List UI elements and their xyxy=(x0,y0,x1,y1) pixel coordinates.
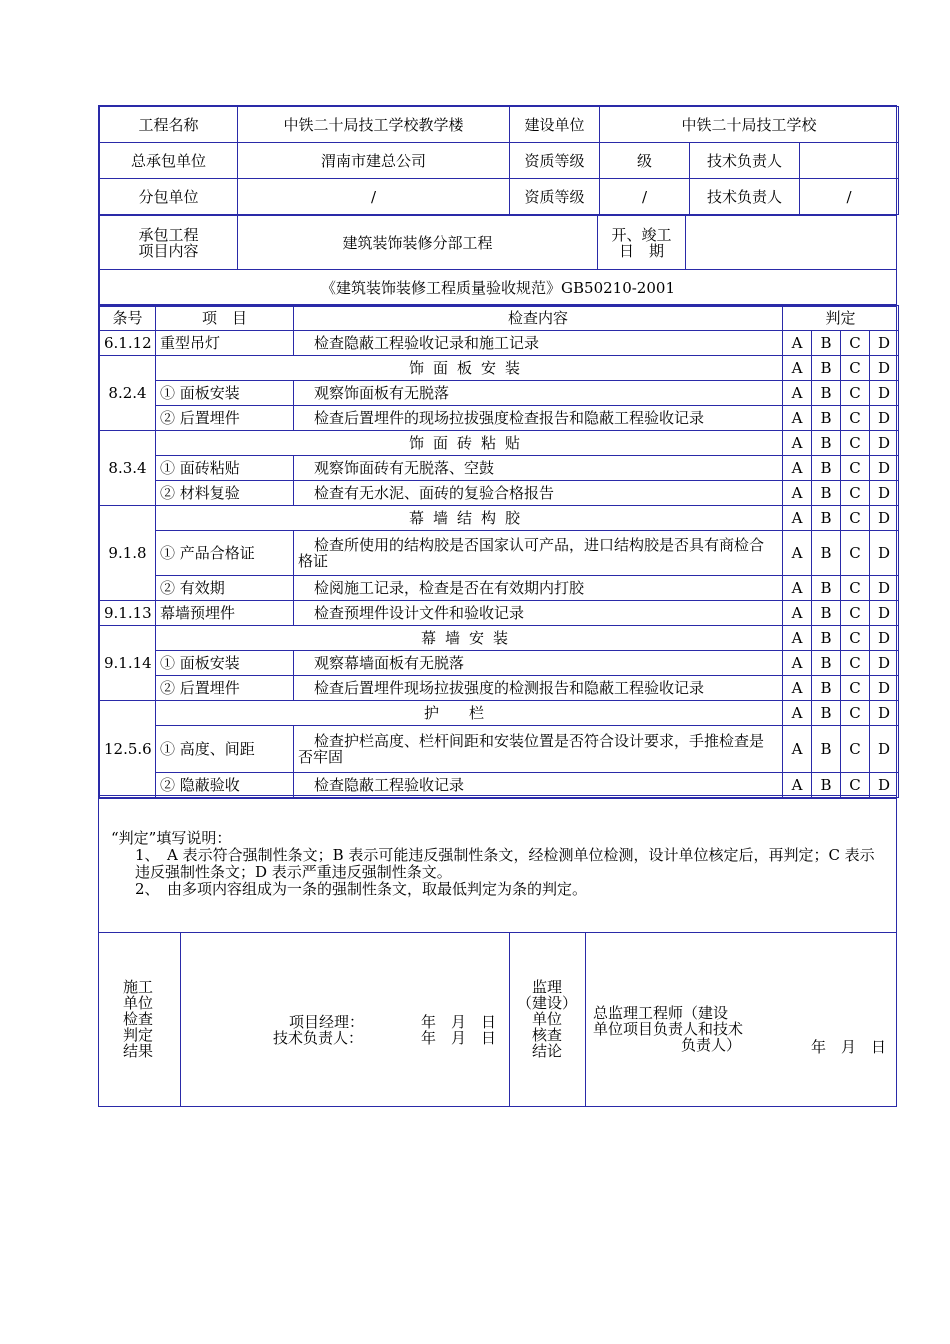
col-clause: 条号 xyxy=(100,306,156,331)
clause-cell: 8.2.4 xyxy=(100,356,156,431)
grade-d[interactable]: D xyxy=(870,773,899,798)
sub-tech-lead-value: / xyxy=(800,179,899,215)
grade-c[interactable]: C xyxy=(841,506,870,531)
clause-cell: 12.5.6 xyxy=(100,701,156,798)
tech-date: 年 月 日 xyxy=(421,1029,497,1047)
grade-b[interactable]: B xyxy=(812,331,841,356)
grade-b[interactable]: B xyxy=(812,601,841,626)
content-cell: 检查所使用的结构胶是否国家认可产品，进口结构胶是否具有商检合格证 xyxy=(294,531,783,576)
table-row xyxy=(100,481,899,506)
grade-a[interactable]: A xyxy=(783,726,812,773)
item-cell: 重型吊灯 xyxy=(156,331,294,356)
item-cell: ② 后置埋件 xyxy=(156,406,294,431)
builder-value: 中铁二十局技工学校 xyxy=(600,107,899,143)
grade-d[interactable]: D xyxy=(870,651,899,676)
col-item: 项 目 xyxy=(156,306,294,331)
header-row-project xyxy=(100,107,899,143)
table-row xyxy=(100,676,899,701)
grade-c[interactable]: C xyxy=(841,601,870,626)
dates-value xyxy=(686,216,897,270)
grade-c[interactable]: C xyxy=(841,676,870,701)
chief-date: 年 月 日 xyxy=(811,1038,887,1056)
gc-qualification-value: 级 xyxy=(600,143,690,179)
supervision-label-line: （建设） xyxy=(516,994,577,1012)
grade-d[interactable]: D xyxy=(870,576,899,601)
col-judge: 判定 xyxy=(783,306,899,331)
grade-d[interactable]: D xyxy=(870,676,899,701)
sub-qualification-value: / xyxy=(600,179,690,215)
section-title: 饰面砖粘贴 xyxy=(156,431,783,456)
grade-c[interactable]: C xyxy=(841,406,870,431)
gc-qualification-label: 资质等级 xyxy=(510,143,600,179)
item-cell: ① 产品合格证 xyxy=(156,531,294,576)
grade-a[interactable]: A xyxy=(783,356,812,381)
divider xyxy=(585,933,586,1106)
grade-a[interactable]: A xyxy=(783,701,812,726)
chief-label-line-2: 单位项目负责人和技术 xyxy=(593,1020,744,1038)
clause-cell: 9.1.13 xyxy=(100,601,156,626)
grade-b[interactable]: B xyxy=(812,431,841,456)
item-cell: ② 隐蔽验收 xyxy=(156,773,294,798)
gc-tech-lead-value xyxy=(800,143,899,179)
grade-c[interactable]: C xyxy=(841,356,870,381)
grade-b[interactable]: B xyxy=(812,356,841,381)
subcontractor-label: 分包单位 xyxy=(100,179,238,215)
sub-qualification-label: 资质等级 xyxy=(510,179,600,215)
grade-c[interactable]: C xyxy=(841,651,870,676)
grade-a[interactable]: A xyxy=(783,601,812,626)
grade-c[interactable]: C xyxy=(841,456,870,481)
grade-a[interactable]: A xyxy=(783,406,812,431)
grade-a[interactable]: A xyxy=(783,431,812,456)
grade-c[interactable]: C xyxy=(841,576,870,601)
grade-b[interactable]: B xyxy=(812,626,841,651)
content-cell: 观察饰面砖有无脱落、空鼓 xyxy=(294,456,783,481)
grade-a[interactable]: A xyxy=(783,651,812,676)
grade-a[interactable]: A xyxy=(783,576,812,601)
table-row xyxy=(100,601,899,626)
signoff-block xyxy=(98,932,897,1107)
grade-d[interactable]: D xyxy=(870,331,899,356)
content-cell: 检查预埋件设计文件和验收记录 xyxy=(294,601,783,626)
grade-b[interactable]: B xyxy=(812,576,841,601)
header-row-subcontractor xyxy=(100,179,899,215)
section-title: 幕墙安装 xyxy=(156,626,783,651)
grade-a[interactable]: A xyxy=(783,676,812,701)
table-row xyxy=(100,726,899,773)
table-row xyxy=(100,406,899,431)
content-cell: 检查后置埋件的现场拉拔强度检查报告和隐蔽工程验收记录 xyxy=(294,406,783,431)
grade-c[interactable]: C xyxy=(841,481,870,506)
grade-d[interactable]: D xyxy=(870,431,899,456)
supervision-label-line: 核查 xyxy=(531,1026,562,1044)
content-cell: 检查有无水泥、面砖的复验合格报告 xyxy=(294,481,783,506)
grade-a[interactable]: A xyxy=(783,456,812,481)
tech-lead-label: 技术负责人： xyxy=(273,1029,364,1047)
grade-d[interactable]: D xyxy=(870,601,899,626)
grade-a[interactable]: A xyxy=(783,773,812,798)
content-cell: 检查后置埋件现场拉拔强度的检测报告和隐蔽工程验收记录 xyxy=(294,676,783,701)
grade-a[interactable]: A xyxy=(783,626,812,651)
dates-label-line-1: 开、竣工 xyxy=(611,225,672,244)
item-cell: ① 面砖粘贴 xyxy=(156,456,294,481)
grade-c[interactable]: C xyxy=(841,531,870,576)
clause-cell: 9.1.8 xyxy=(100,506,156,601)
pm-date: 年 月 日 xyxy=(421,1013,497,1031)
grade-c[interactable]: C xyxy=(841,331,870,356)
content-cell: 观察幕墙面板有无脱落 xyxy=(294,651,783,676)
clause-cell: 6.1.12 xyxy=(100,331,156,356)
table-row xyxy=(100,651,899,676)
col-content: 检查内容 xyxy=(294,306,783,331)
general-contractor-label: 总承包单位 xyxy=(100,143,238,179)
item-cell: ① 面板安装 xyxy=(156,651,294,676)
grade-d[interactable]: D xyxy=(870,381,899,406)
chief-label-line-3: 负责人） xyxy=(681,1036,742,1054)
inspection-table xyxy=(98,304,897,799)
item-cell: ② 有效期 xyxy=(156,576,294,601)
table-row xyxy=(100,331,899,356)
gc-tech-lead-label: 技术负责人 xyxy=(690,143,800,179)
builder-label: 建设单位 xyxy=(510,107,600,143)
construction-label-line: 施工 xyxy=(123,978,154,996)
table-row xyxy=(100,773,899,798)
project-name-value: 中铁二十局技工学校教学楼 xyxy=(238,107,510,143)
supervision-label-line: 结论 xyxy=(531,1042,562,1060)
grade-c[interactable]: C xyxy=(841,431,870,456)
table-row xyxy=(100,506,899,531)
scope-value: 建筑装饰装修分部工程 xyxy=(238,216,598,270)
divider xyxy=(509,933,510,1106)
header-block xyxy=(98,105,897,307)
standard-title: 《建筑装饰装修工程质量验收规范》GB50210-2001 xyxy=(100,270,897,306)
grade-a[interactable]: A xyxy=(783,531,812,576)
sub-tech-lead-label: 技术负责人 xyxy=(690,179,800,215)
chief-label-line-1: 总监理工程师（建设 xyxy=(593,1004,729,1022)
grade-b[interactable]: B xyxy=(812,506,841,531)
grade-b[interactable]: B xyxy=(812,406,841,431)
table-row xyxy=(100,576,899,601)
item-cell: ① 高度、间距 xyxy=(156,726,294,773)
table-row xyxy=(100,356,899,381)
divider xyxy=(180,933,181,1106)
grade-d[interactable]: D xyxy=(870,406,899,431)
project-name-label: 工程名称 xyxy=(100,107,238,143)
judgement-notes xyxy=(98,795,897,933)
note-1: 1、 A 表示符合强制性条文；B 表示可能违反强制性条文，经检测单位检测，设计单位核定后，再判定；C 表示违反强制性条文；D 表示严重违反强制性条文。 xyxy=(135,846,875,881)
project-manager-label: 项目经理： xyxy=(289,1013,365,1031)
item-cell: ② 材料复验 xyxy=(156,481,294,506)
grade-d[interactable]: D xyxy=(870,701,899,726)
grade-b[interactable]: B xyxy=(812,726,841,773)
table-row xyxy=(100,531,899,576)
clause-cell: 8.3.4 xyxy=(100,431,156,506)
grade-d[interactable]: D xyxy=(870,531,899,576)
general-contractor-value: 渭南市建总公司 xyxy=(238,143,510,179)
grade-a[interactable]: A xyxy=(783,331,812,356)
scope-label-line-2: 项目内容 xyxy=(138,241,199,260)
header-row-general-contractor xyxy=(100,143,899,179)
grade-c[interactable]: C xyxy=(841,773,870,798)
table-row xyxy=(100,381,899,406)
construction-label-line: 检查 xyxy=(123,1010,154,1028)
grade-a[interactable]: A xyxy=(783,481,812,506)
grade-d[interactable]: D xyxy=(870,506,899,531)
grade-a[interactable]: A xyxy=(783,506,812,531)
scope-label xyxy=(100,216,238,270)
grade-d[interactable]: D xyxy=(870,456,899,481)
subcontractor-value: / xyxy=(238,179,510,215)
content-cell: 检查护栏高度、栏杆间距和安装位置是否符合设计要求，手推检查是否牢固 xyxy=(294,726,783,773)
supervision-label-line: 单位 xyxy=(531,1010,562,1028)
table-row xyxy=(100,701,899,726)
grade-d[interactable]: D xyxy=(870,626,899,651)
grade-c[interactable]: C xyxy=(841,626,870,651)
notes-title: “判定”填写说明： xyxy=(111,829,232,847)
content-cell: 检查隐蔽工程验收记录 xyxy=(294,773,783,798)
grade-b[interactable]: B xyxy=(812,381,841,406)
content-cell: 观察饰面板有无脱落 xyxy=(294,381,783,406)
content-cell: 检查隐蔽工程验收记录和施工记录 xyxy=(294,331,783,356)
grade-c[interactable]: C xyxy=(841,726,870,773)
construction-label-line: 单位 xyxy=(123,994,154,1012)
grade-c[interactable]: C xyxy=(841,701,870,726)
grade-a[interactable]: A xyxy=(783,381,812,406)
grade-d[interactable]: D xyxy=(870,356,899,381)
table-row xyxy=(100,431,899,456)
construction-unit-label xyxy=(123,979,163,1059)
standard-row xyxy=(100,270,897,306)
dates-label xyxy=(598,216,686,270)
grade-c[interactable]: C xyxy=(841,381,870,406)
grade-b[interactable]: B xyxy=(812,481,841,506)
grade-b[interactable]: B xyxy=(812,651,841,676)
header-row-scope xyxy=(100,216,897,270)
clause-cell: 9.1.14 xyxy=(100,626,156,701)
table-row xyxy=(100,456,899,481)
section-title: 护栏 xyxy=(156,701,783,726)
grade-b[interactable]: B xyxy=(812,701,841,726)
grade-d[interactable]: D xyxy=(870,726,899,773)
item-cell: ② 后置埋件 xyxy=(156,676,294,701)
construction-label-line: 结果 xyxy=(123,1042,154,1060)
section-title: 饰面板安装 xyxy=(156,356,783,381)
construction-label-line: 判定 xyxy=(123,1026,154,1044)
note-2: 2、 由多项内容组成为一条的强制性条文，取最低判定为条的判定。 xyxy=(135,880,588,898)
grade-d[interactable]: D xyxy=(870,481,899,506)
table-header-row xyxy=(100,306,899,331)
grade-b[interactable]: B xyxy=(812,676,841,701)
section-title: 幕墙结构胶 xyxy=(156,506,783,531)
dates-label-line-2: 日 期 xyxy=(618,241,664,260)
supervision-label-line: 监理 xyxy=(531,978,562,996)
supervision-label xyxy=(515,979,579,1059)
scope-label-line-1: 承包工程 xyxy=(138,225,199,244)
grade-b[interactable]: B xyxy=(812,456,841,481)
table-row xyxy=(100,626,899,651)
content-cell: 检阅施工记录，检查是否在有效期内打胶 xyxy=(294,576,783,601)
item-cell: 幕墙预埋件 xyxy=(156,601,294,626)
grade-b[interactable]: B xyxy=(812,773,841,798)
item-cell: ① 面板安装 xyxy=(156,381,294,406)
grade-b[interactable]: B xyxy=(812,531,841,576)
